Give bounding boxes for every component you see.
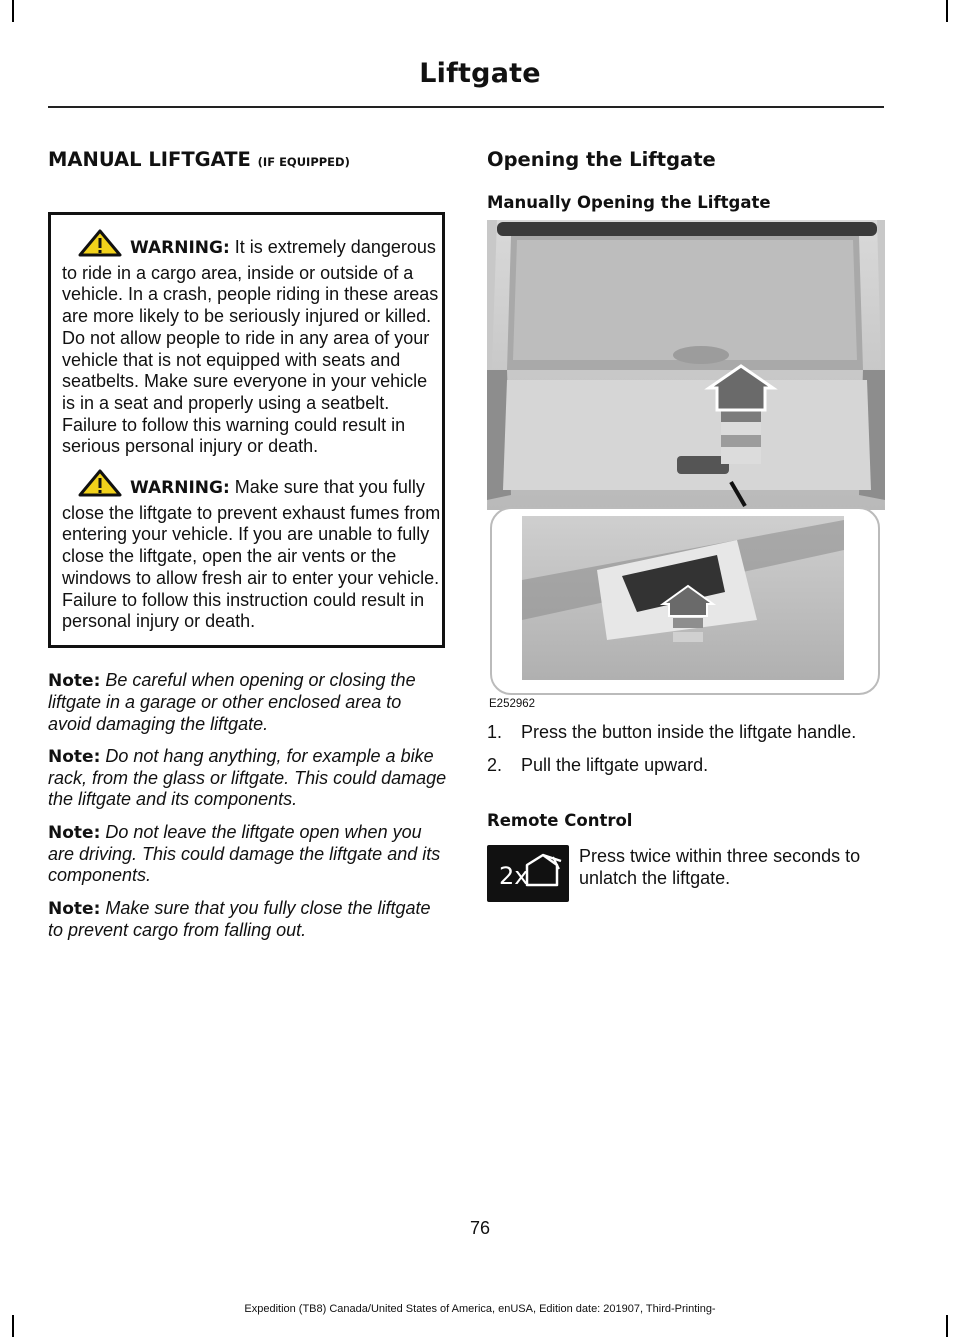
liftgate-illustration (487, 220, 885, 715)
list-item (487, 755, 887, 777)
page-title: Liftgate (419, 58, 541, 89)
note (48, 822, 448, 887)
warning-paragraph (62, 469, 442, 633)
note-label: Note: (48, 822, 101, 843)
note-label: Note: (48, 898, 101, 919)
step-number: 1. (487, 722, 503, 742)
note-label: Note: (48, 670, 101, 691)
crop-mark (946, 1315, 948, 1337)
warning-text: Make sure that you fully close the liftgate to prevent exhaust fumes from entering your vehicle. If you are unable to fully close the liftgate, open the air vents or the windows to allow fresh air to enter your vehicle. Failure to follow this instruction could result in personal injury or death. (62, 477, 441, 632)
page-number: 76 (469, 1218, 491, 1238)
note-text: Do not leave the liftgate open when you are driving. This could damage the liftgate and its components. (48, 821, 441, 886)
crop-mark (12, 1315, 14, 1337)
warning-triangle-icon (78, 469, 122, 503)
manual-opening-subheading: Manually Opening the Liftgate (487, 193, 771, 212)
note (48, 670, 448, 735)
section-title (48, 148, 448, 171)
steps-list (487, 722, 887, 776)
footer-edition: Expedition (TB8) Canada/United States of America, enUSA, Edition date: 201907, Third-Printing- (244, 1303, 716, 1315)
opening-heading: Opening the Liftgate (487, 148, 716, 171)
warning-text: It is extremely dangerous to ride in a cargo area, inside or outside of a vehicle. In a crash, people riding in these areas are more likely to be seriously injured or killed. Do not allow people to ride in any area of your vehicle that is not equipped with seats and seatbelts. Make sure everyone in your vehicle is in a seat and properly using a seatbelt. Failure to follow this warning could result in serious personal injury or death. (62, 237, 439, 457)
section-qualifier: (IF EQUIPPED) (257, 155, 350, 169)
warning-label: WARNING: (130, 478, 230, 499)
remote-control-text: Press twice within three seconds to unlatch the liftgate. (579, 846, 861, 888)
step-text: Pull the liftgate upward. (521, 754, 709, 775)
note (48, 746, 448, 811)
remote-icon-label: 2x (499, 862, 529, 890)
warning-triangle-icon (78, 229, 122, 263)
note-label: Note: (48, 746, 101, 767)
section-title-text: MANUAL LIFTGATE (48, 148, 251, 171)
note-text: Make sure that you fully close the liftgate to prevent cargo from falling out. (48, 897, 431, 940)
step-number: 2. (487, 754, 503, 775)
warning-paragraph (62, 229, 442, 458)
list-item (487, 722, 887, 744)
crop-mark (946, 0, 948, 22)
remote-control-heading: Remote Control (487, 811, 633, 830)
remote-liftgate-icon (487, 845, 569, 902)
warning-box (48, 212, 445, 648)
right-column (487, 148, 887, 212)
note-text: Be careful when opening or closing the liftgate in a garage or other enclosed area to avoid damaging the liftgate. (48, 669, 416, 734)
left-column (48, 148, 448, 941)
figure-id: E252962 (489, 698, 536, 710)
liftgate-illustration-svg (487, 220, 885, 695)
header-divider (48, 106, 884, 108)
warning-label: WARNING: (130, 238, 230, 258)
step-text: Press the button inside the liftgate handle. (521, 722, 857, 742)
crop-mark (12, 0, 14, 22)
note-text: Do not hang anything, for example a bike rack, from the glass or liftgate. This could damage the liftgate and its components. (48, 745, 447, 810)
note (48, 898, 448, 942)
